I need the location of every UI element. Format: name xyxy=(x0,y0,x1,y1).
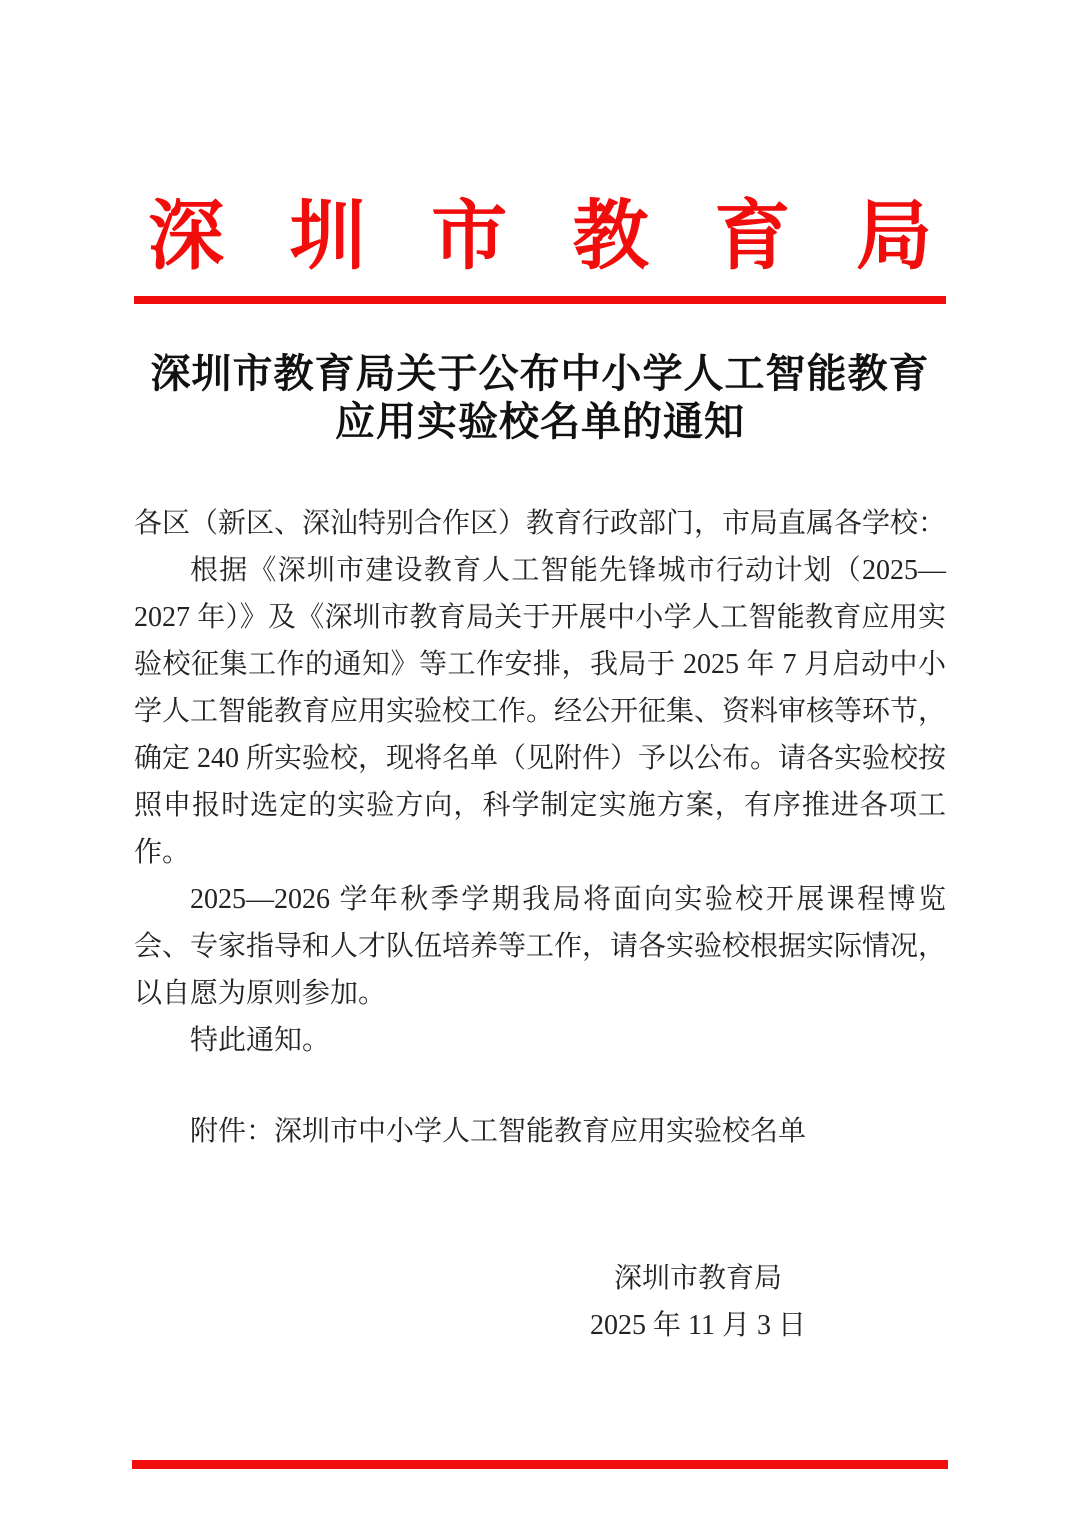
agency-name-char: 局 xyxy=(855,195,932,279)
signature-agency: 深圳市教育局 xyxy=(614,1262,783,1294)
document-body xyxy=(134,500,946,1064)
attachment-line: 附件：深圳市中小学人工智能教育应用实验校名单 xyxy=(190,1115,807,1147)
footer-divider-rule xyxy=(132,1460,948,1469)
body-paragraph-2: 2025—2026 学年秋季学期我局将面向实验校开展课程博览会、专家指导和人才队伍培养等工作，请各实验校根据实际情况，以自愿为原则参加。 xyxy=(134,883,947,1009)
document-title-line-1: 深圳市教育局关于公布中小学人工智能教育 xyxy=(150,350,930,397)
letterhead-divider-rule xyxy=(134,296,946,304)
signature-inner xyxy=(590,1255,806,1349)
body-paragraph-closing: 特此通知。 xyxy=(190,1024,331,1056)
agency-name-char: 教 xyxy=(572,195,649,279)
agency-name-char: 市 xyxy=(431,195,508,279)
signature-block xyxy=(134,1255,946,1349)
signature-date: 2025 年 11 月 3 日 xyxy=(590,1309,806,1341)
agency-name-char: 深 xyxy=(148,195,224,279)
document-title-line-2: 应用实验校名单的通知 xyxy=(335,398,745,445)
salutation-line: 各区（新区、深汕特别合作区）教育行政部门，市局直属各学校： xyxy=(134,507,947,539)
agency-name-char: 育 xyxy=(714,195,791,279)
body-paragraph-1: 根据《深圳市建设教育人工智能先锋城市行动计划（2025—2027 年）》及《深圳市教育局关于开展中小学人工智能教育应用实验校征集工作的通知》等工作安排，我局于 2025 年 7 月启动中小学人工智能教育应用实验校工作。经公开征集、资料审核等环节，确定 240 所实验校，现将名单（见附件）予以公布。请各实验校按照申报时选定的实验方向，科学制定实施方案，有序推进各项工作。 xyxy=(134,554,947,868)
document-title xyxy=(134,350,946,446)
agency-name-char: 圳 xyxy=(289,195,366,279)
letterhead-agency-name xyxy=(134,196,946,280)
